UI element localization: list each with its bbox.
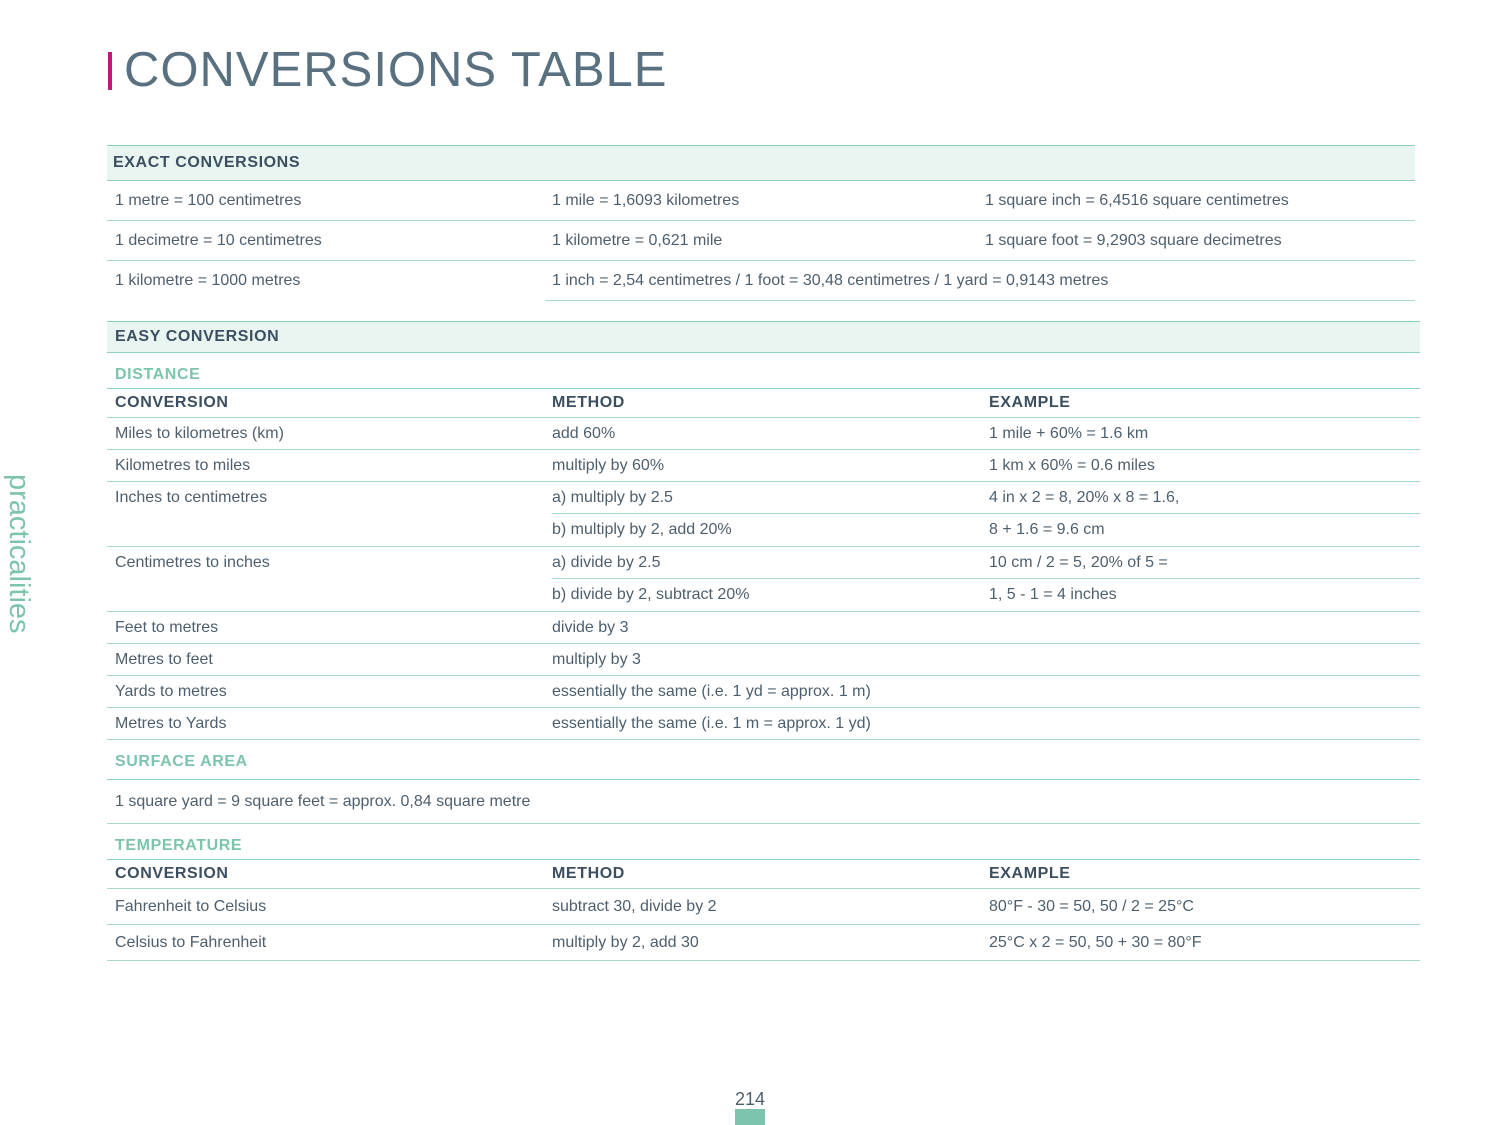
distance-category-label: DISTANCE <box>107 353 1420 389</box>
cell: Feet to metres <box>115 618 219 636</box>
column-header: METHOD <box>552 865 625 882</box>
table-row <box>552 579 1420 611</box>
cell: 1 km x 60% = 0.6 miles <box>989 456 1155 474</box>
cell: 1 square inch = 6,4516 square centimetres <box>985 192 1289 209</box>
easy-conversion-table <box>107 321 1420 961</box>
cell: 1 metre = 100 centimetres <box>115 192 302 209</box>
table-row <box>107 925 1420 961</box>
cell: 1 mile = 1,6093 kilometres <box>552 192 740 209</box>
cell: 1 kilometre = 0,621 mile <box>552 232 723 249</box>
column-header: CONVERSION <box>115 394 229 411</box>
table-row <box>107 612 1420 644</box>
table-row <box>107 450 1420 482</box>
cell: divide by 3 <box>552 618 629 636</box>
table-row <box>552 547 1420 579</box>
cell: 1 decimetre = 10 centimetres <box>115 232 322 249</box>
cell: essentially the same (i.e. 1 yd = approx. 1 m) <box>552 682 871 700</box>
temperature-category-label: TEMPERATURE <box>107 824 1420 860</box>
cell: 1, 5 - 1 = 4 inches <box>989 586 1117 603</box>
cell: Yards to metres <box>115 682 227 700</box>
table-row <box>552 514 1420 546</box>
cell: add 60% <box>552 424 616 442</box>
cell: multiply by 3 <box>552 650 641 668</box>
page-title: CONVERSIONS TABLE <box>124 43 668 97</box>
table-row-group <box>107 547 1420 612</box>
exact-conversions-heading: EXACT CONVERSIONS <box>107 145 1415 181</box>
exact-conversions-table <box>107 145 1415 301</box>
cell: b) multiply by 2, add 20% <box>552 521 732 538</box>
page-number-tab <box>735 1109 765 1125</box>
surface-area-category-label: SURFACE AREA <box>107 740 1420 780</box>
table-row <box>107 181 1415 221</box>
cell: 1 inch = 2,54 centimetres / 1 foot = 30,48 centimetres / 1 yard = 0,9143 metres <box>552 272 1109 289</box>
table-row <box>107 261 1415 301</box>
table-row-group <box>107 482 1420 547</box>
distance-header-row <box>107 389 1420 418</box>
table-row <box>107 644 1420 676</box>
cell: a) divide by 2.5 <box>552 553 661 571</box>
cell: Inches to centimetres <box>115 489 268 506</box>
cell: Metres to Yards <box>115 714 227 732</box>
cell: multiply by 2, add 30 <box>552 933 699 951</box>
cell: a) multiply by 2.5 <box>552 488 673 506</box>
cell: Miles to kilometres (km) <box>115 424 284 442</box>
column-header: EXAMPLE <box>989 394 1071 411</box>
cell: Metres to feet <box>115 650 213 668</box>
column-header: CONVERSION <box>115 865 229 882</box>
easy-conversion-heading: EASY CONVERSION <box>107 321 1420 353</box>
page-number: 214 <box>735 1089 766 1109</box>
cell: 1 kilometre = 1000 metres <box>115 272 301 289</box>
cell: 10 cm / 2 = 5, 20% of 5 = <box>989 553 1168 571</box>
row-divider <box>545 300 1415 302</box>
cell: 4 in x 2 = 8, 20% x 8 = 1.6, <box>989 488 1180 506</box>
table-row <box>107 889 1420 925</box>
table-row <box>107 676 1420 708</box>
cell: Centimetres to inches <box>115 554 270 571</box>
section-side-label: practicalities <box>3 474 35 634</box>
table-row <box>107 418 1420 450</box>
cell: Fahrenheit to Celsius <box>115 897 267 915</box>
title-accent-bar <box>108 52 112 90</box>
table-row <box>107 708 1420 740</box>
cell: essentially the same (i.e. 1 m = approx. 1 yd) <box>552 714 871 732</box>
cell: Celsius to Fahrenheit <box>115 933 267 951</box>
table-row <box>107 221 1415 261</box>
cell: subtract 30, divide by 2 <box>552 897 717 915</box>
column-header: EXAMPLE <box>989 865 1071 882</box>
cell: 8 + 1.6 = 9.6 cm <box>989 521 1105 538</box>
page-header <box>108 43 668 97</box>
column-header: METHOD <box>552 394 625 411</box>
surface-area-row: 1 square yard = 9 square feet = approx. 0,84 square metre <box>107 780 1420 824</box>
cell: 80°F - 30 = 50, 50 / 2 = 25°C <box>989 897 1194 915</box>
cell: multiply by 60% <box>552 456 665 474</box>
cell: 1 mile + 60% = 1.6 km <box>989 424 1149 442</box>
cell: Kilometres to miles <box>115 456 251 474</box>
temperature-header-row <box>107 860 1420 889</box>
cell: b) divide by 2, subtract 20% <box>552 586 750 603</box>
cell: 1 square foot = 9,2903 square decimetres <box>985 232 1282 249</box>
table-row <box>552 482 1420 514</box>
cell: 25°C x 2 = 50, 50 + 30 = 80°F <box>989 933 1202 951</box>
